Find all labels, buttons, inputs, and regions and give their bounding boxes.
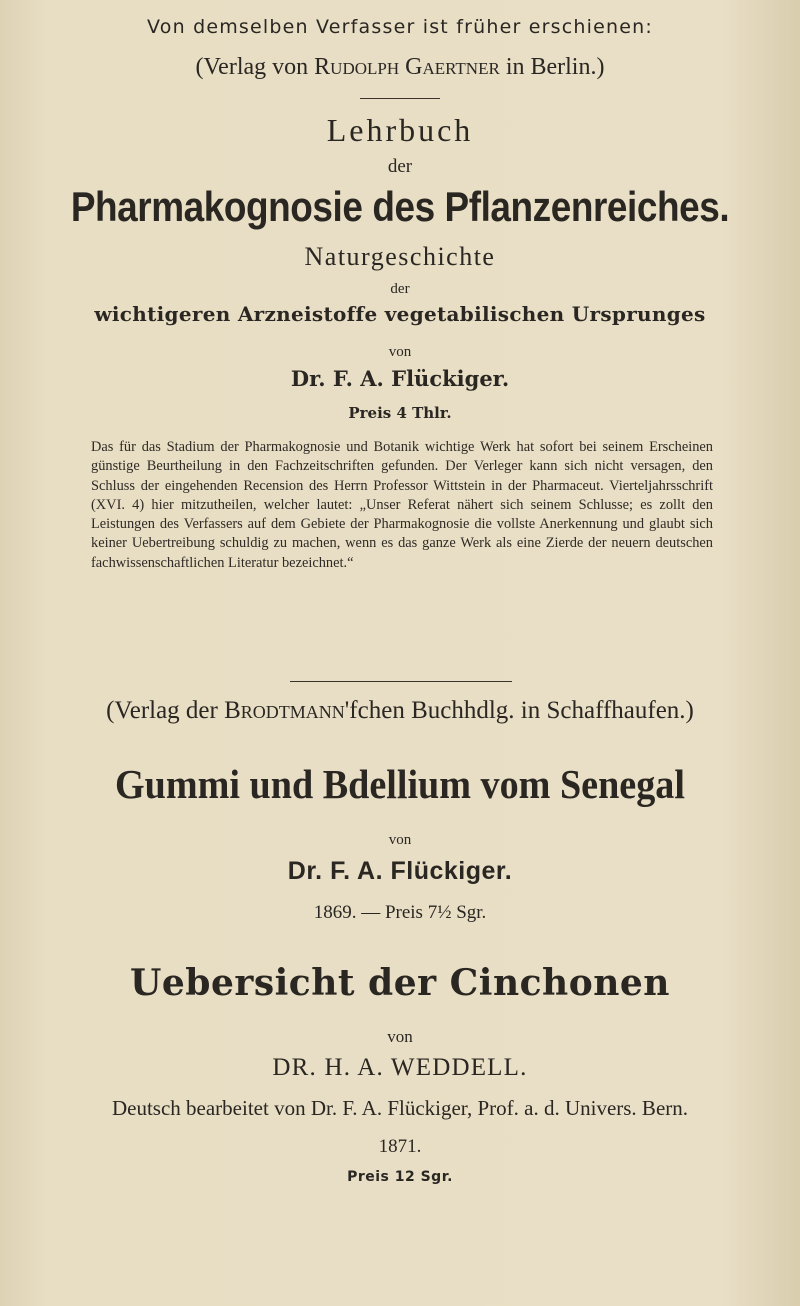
header-line: Von demselben Verfasser ist früher erschienen: (147, 16, 653, 38)
divider-short (360, 98, 440, 99)
publisher-prefix: (Verlag von (195, 54, 309, 80)
publisher-name-2: Brodtmann (224, 697, 345, 724)
year-price-2: 1869. — Preis 7½ Sgr. (313, 902, 487, 923)
publisher-suffix-2: 'fchen Buchhdlg. in Schaffhaufen.) (344, 697, 694, 724)
publisher-prefix-2: (Verlag der (106, 697, 218, 724)
von-2: von (388, 832, 412, 848)
price-1: Preis 4 Thlr. (348, 404, 452, 422)
title-gummi: Gummi und Bdellium vom Senegal (115, 761, 685, 807)
publisher-line-1 (0, 54, 800, 81)
von-1: von (388, 344, 412, 360)
publisher-name: Rudolph Gaertner (314, 54, 500, 80)
main-title: Pharmakognosie des Pflanzenreiches. (70, 183, 730, 230)
author-3: DR. H. A. WEDDELL. (272, 1054, 528, 1081)
author-2: Dr. F. A. Flückiger. (287, 857, 513, 885)
author-1: Dr. F. A. Flückiger. (290, 366, 510, 391)
subtitle-fraktur: wichtigeren Arzneistoffe vegetabilischen Ursprunges (94, 302, 706, 326)
price-3: Preis 12 Sgr. (347, 1169, 453, 1185)
translator-line: Deutsch bearbeitet von Dr. F. A. Flückiger, Prof. a. d. Univers. Bern. (111, 1096, 689, 1120)
von-3: von (387, 1027, 413, 1046)
title-cinchonen: Uebersicht der Cinchonen (130, 962, 670, 1004)
publisher-suffix: in Berlin.) (505, 54, 605, 80)
review-text: Das für das Stadium der Pharmakognosie und Botanik wichtige Werk hat sofort bei seinem Erscheinen günstige Beurtheilung in den Fachzeitschriften gefunden. Der Verleger kann sich nicht versagen, den Schluss der eingehenden Recension des Herrn Professor Wittstein in der Pharmaceut. Vierteljahrsschrift (XVI. 4) hier mitzutheilen, welcher lautet: „Unser Referat nähert sich seinem Schlusse; es zollt den Leistungen des Verfassers auf dem Gebiete der Pharmakognosie die vollste Anerkennung und glaubt sich keiner Uebertreibung schuldig zu machen, wenn es das ganze Werk als eine Zierde der neuern deutschen fachwissenschaftlichen Literatur bezeichnet.“ (91, 439, 713, 571)
publisher-line-2 (0, 697, 800, 725)
subtitle-der: der (390, 281, 410, 297)
title-der-1: der (387, 156, 413, 177)
title-lehrbuch: Lehrbuch (326, 112, 474, 148)
subtitle: Naturgeschichte (304, 242, 496, 271)
divider-long (290, 681, 512, 682)
year-3: 1871. (378, 1136, 422, 1157)
